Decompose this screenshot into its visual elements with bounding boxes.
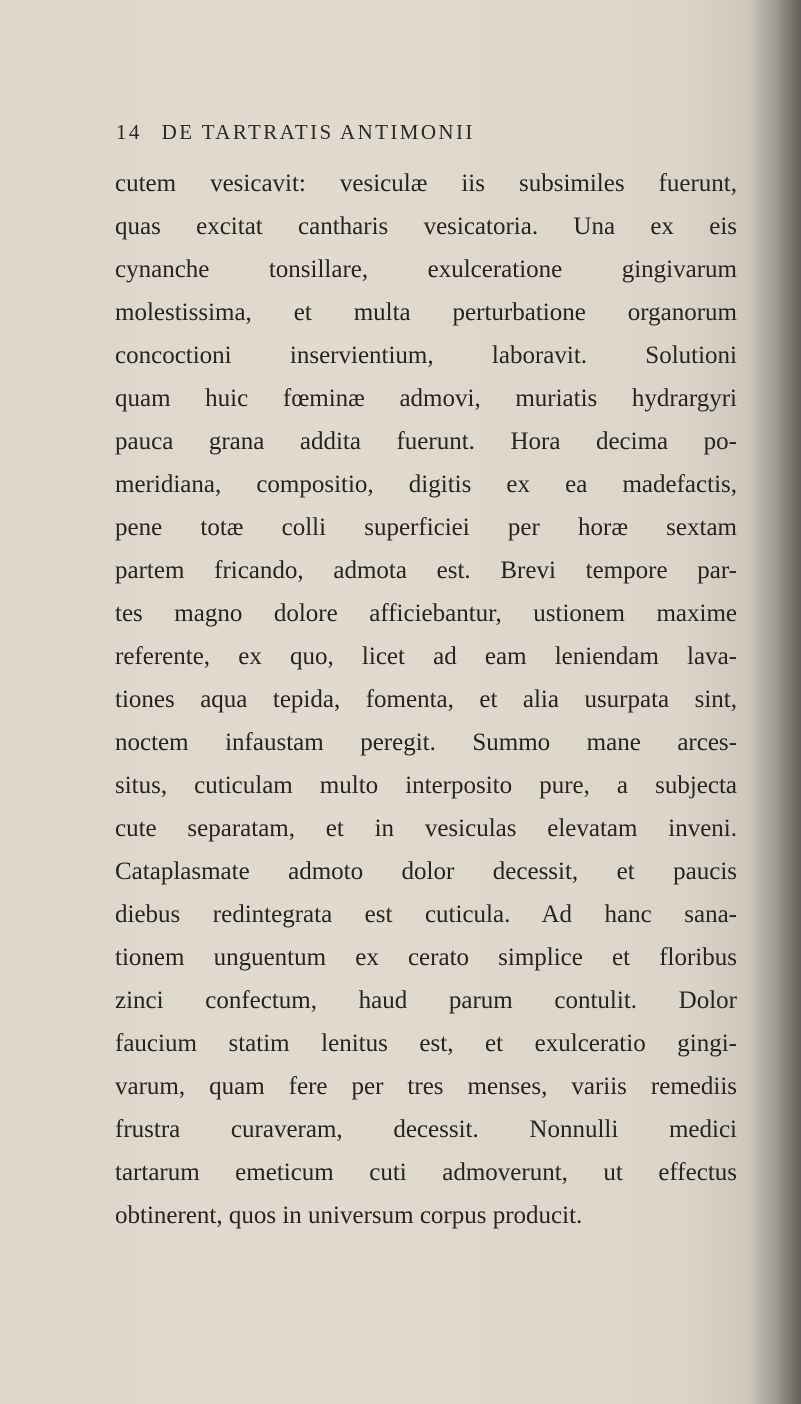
text-line: quam huic fœminæ admovi, muriatis hydrargyri bbox=[115, 385, 737, 412]
text-line: concoctioni inservientium, laboravit. Solutioni bbox=[115, 342, 737, 369]
text-line: faucium statim lenitus est, et exulceratio gingi- bbox=[115, 1030, 737, 1057]
text-line: quas excitat cantharis vesicatoria. Una ex eis bbox=[115, 213, 737, 240]
text-line: varum, quam fere per tres menses, variis remediis bbox=[115, 1073, 737, 1100]
text-line: pene totæ colli superficiei per horæ sextam bbox=[115, 514, 737, 541]
text-line: pauca grana addita fuerunt. Hora decima po- bbox=[115, 428, 737, 455]
text-line: molestissima, et multa perturbatione organorum bbox=[115, 299, 737, 326]
text-line: tiones aqua tepida, fomenta, et alia usurpata sint, bbox=[115, 686, 737, 713]
text-line: situs, cuticulam multo interposito pure, a subjecta bbox=[115, 772, 737, 799]
text-line: diebus redintegrata est cuticula. Ad hanc sana- bbox=[115, 901, 737, 928]
body-text bbox=[115, 162, 737, 1237]
text-line: tionem unguentum ex cerato simplice et floribus bbox=[115, 944, 737, 971]
text-line: zinci confectum, haud parum contulit. Dolor bbox=[115, 987, 737, 1014]
text-line: Cataplasmate admoto dolor decessit, et paucis bbox=[115, 858, 737, 885]
text-line: noctem infaustam peregit. Summo mane arces- bbox=[115, 729, 737, 756]
text-line: referente, ex quo, licet ad eam leniendam lava- bbox=[115, 643, 737, 670]
text-line: cynanche tonsillare, exulceratione gingivarum bbox=[115, 256, 737, 283]
text-line: cute separatam, et in vesiculas elevatam inveni. bbox=[115, 815, 737, 842]
page-edge-shadow bbox=[753, 0, 801, 1404]
text-line: partem fricando, admota est. Brevi tempore par- bbox=[115, 557, 737, 584]
running-header bbox=[116, 120, 716, 145]
text-line: tes magno dolore afficiebantur, ustionem maxime bbox=[115, 600, 737, 627]
text-line: cutem vesicavit: vesiculæ iis subsimiles fuerunt, bbox=[115, 170, 737, 197]
text-line: tartarum emeticum cuti admoverunt, ut effectus bbox=[115, 1159, 737, 1186]
text-line: meridiana, compositio, digitis ex ea madefactis, bbox=[115, 471, 737, 498]
page-number: 14 bbox=[116, 120, 142, 144]
text-line: frustra curaveram, decessit. Nonnulli medici bbox=[115, 1116, 737, 1143]
running-title: DE TARTRATIS ANTIMONII bbox=[161, 120, 475, 144]
text-line: obtinerent, quos in universum corpus producit. bbox=[115, 1202, 583, 1229]
